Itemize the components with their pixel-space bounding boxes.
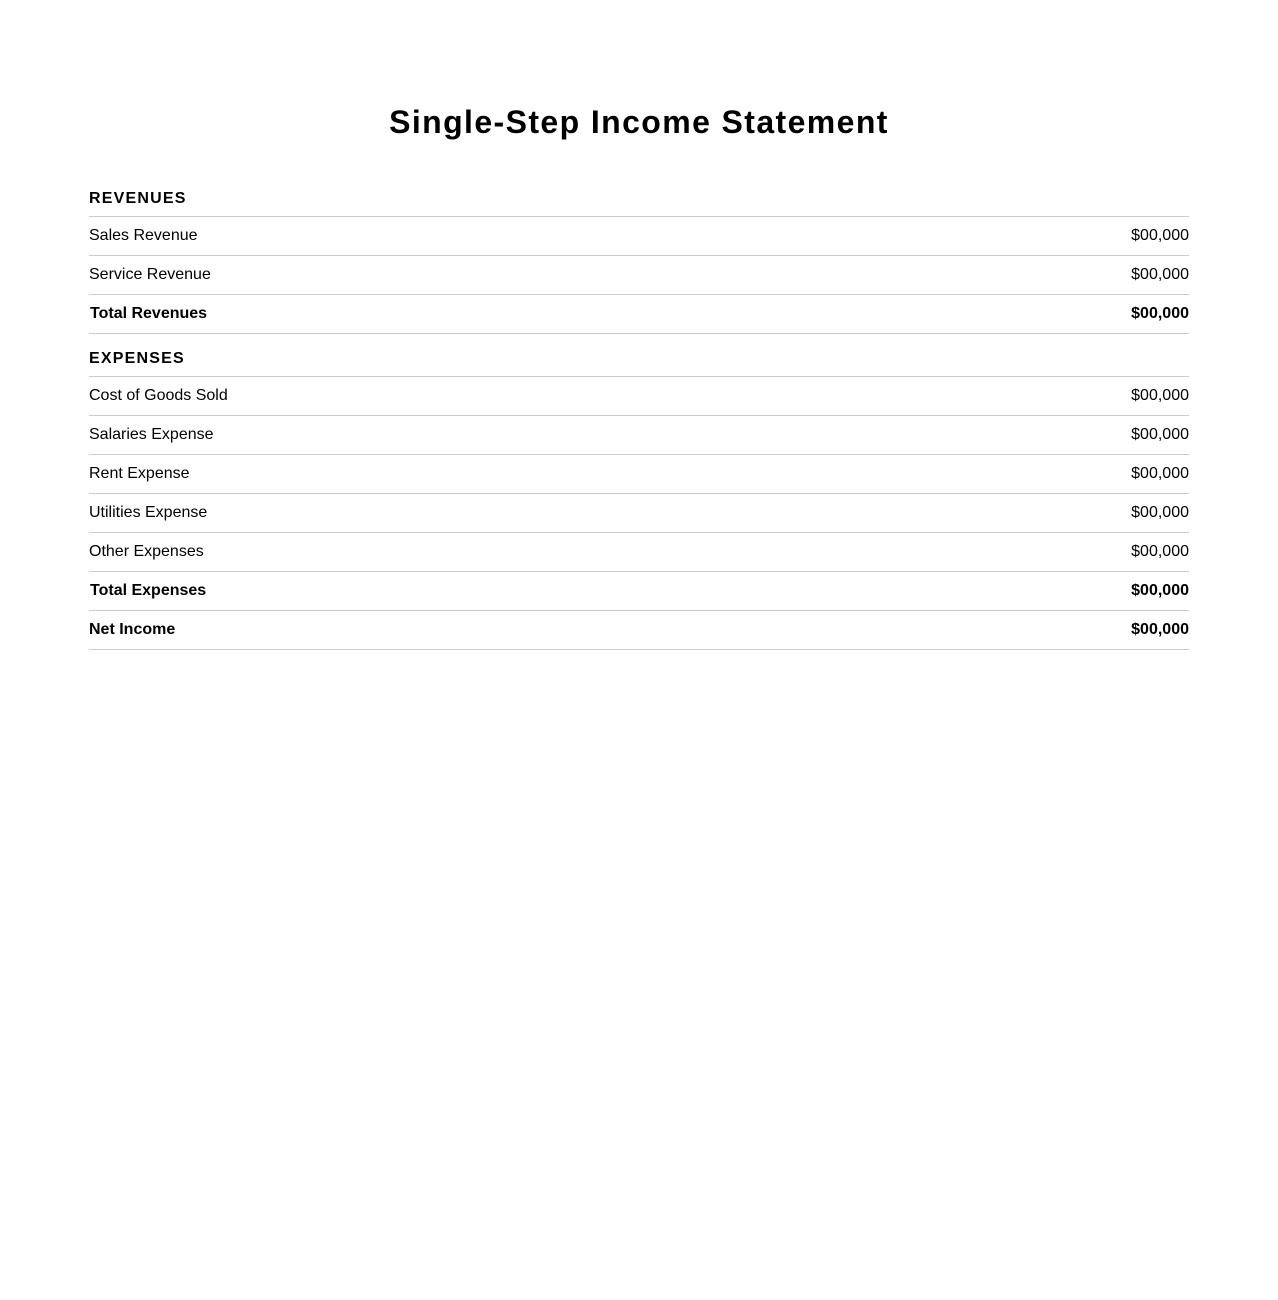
- line-item-value: $00,000: [1131, 465, 1189, 482]
- line-item-value: $00,000: [1131, 504, 1189, 521]
- line-item-label: Salaries Expense: [89, 426, 214, 443]
- line-item-cost-of-goods-sold: [89, 377, 1189, 416]
- line-item-service-revenue: [89, 256, 1189, 295]
- expenses-heading: EXPENSES: [89, 341, 1189, 377]
- line-item-value: $00,000: [1131, 227, 1189, 244]
- line-item-label: Cost of Goods Sold: [89, 387, 228, 404]
- total-value: $00,000: [1131, 305, 1189, 322]
- line-item-label: Rent Expense: [89, 465, 190, 482]
- line-item-label: Other Expenses: [89, 543, 204, 560]
- revenues-heading: REVENUES: [89, 181, 1189, 217]
- total-label: Total Revenues: [90, 305, 208, 322]
- line-item-salaries-expense: [89, 416, 1189, 455]
- line-item-label: Sales Revenue: [89, 227, 198, 244]
- line-item-rent-expense: [89, 455, 1189, 494]
- total-revenues-row: [89, 295, 1189, 334]
- total-label: Total Expenses: [90, 582, 207, 599]
- line-item-value: $00,000: [1131, 426, 1189, 443]
- line-item-label: Service Revenue: [89, 266, 211, 283]
- net-income-label: Net Income: [89, 621, 176, 638]
- net-income-value: $00,000: [1131, 621, 1189, 638]
- net-income-row: [89, 611, 1189, 650]
- line-item-value: $00,000: [1131, 266, 1189, 283]
- line-item-sales-revenue: [89, 217, 1189, 256]
- line-item-label: Utilities Expense: [89, 504, 208, 521]
- line-item-value: $00,000: [1131, 387, 1189, 404]
- line-item-utilities-expense: [89, 494, 1189, 533]
- total-value: $00,000: [1131, 582, 1189, 599]
- line-item-value: $00,000: [1131, 543, 1189, 560]
- total-expenses-row: [89, 572, 1189, 611]
- line-item-other-expenses: [89, 533, 1189, 572]
- page-title: Single-Step Income Statement: [389, 104, 889, 140]
